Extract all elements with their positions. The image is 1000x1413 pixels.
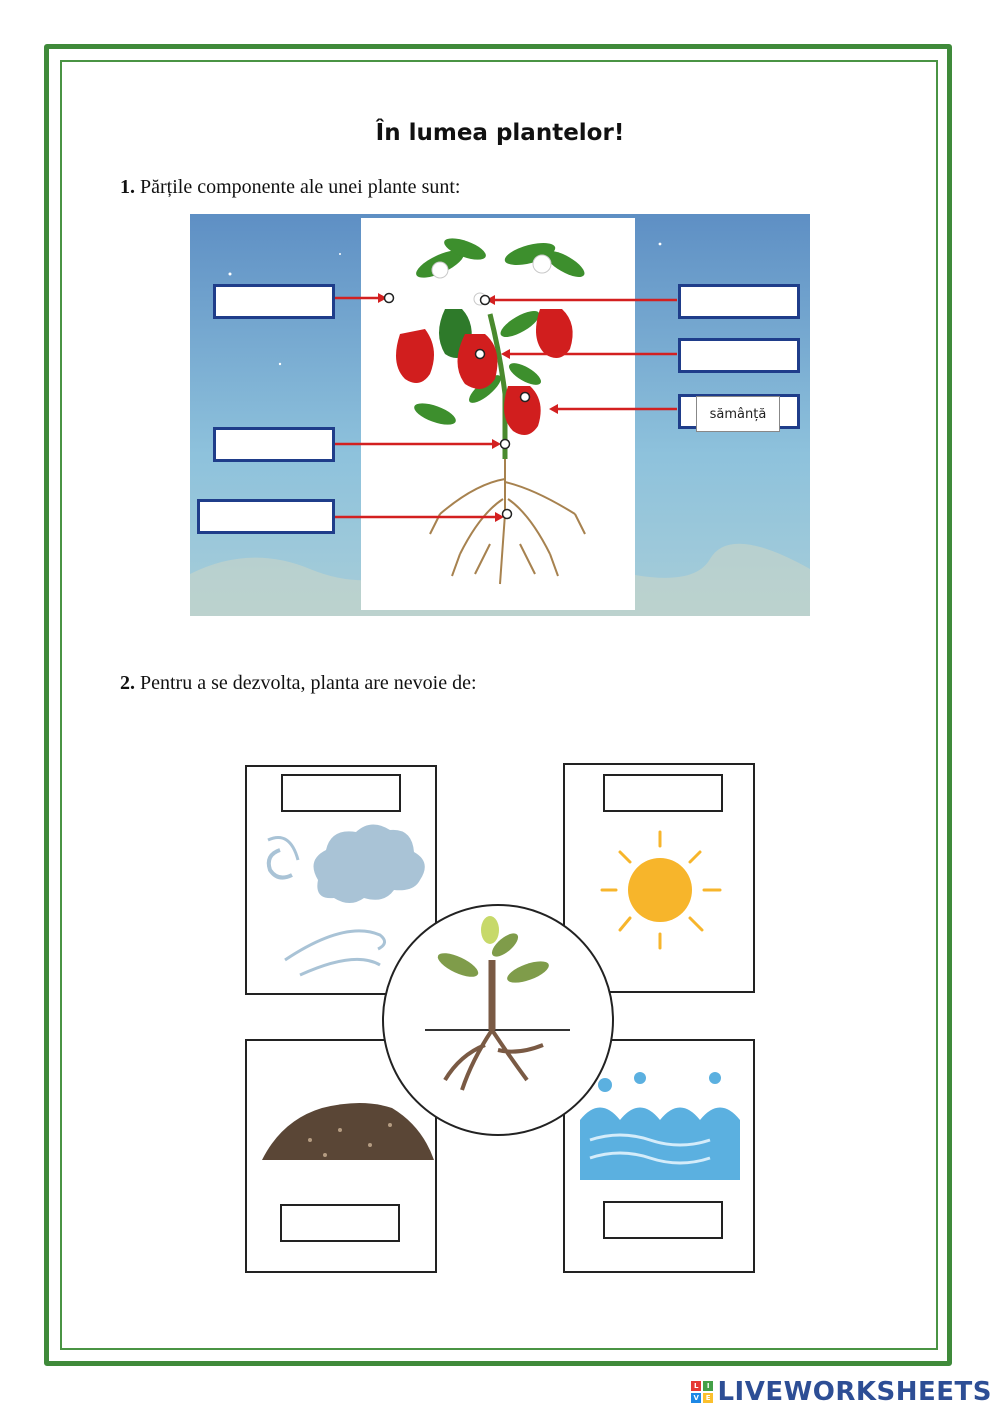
question-2	[120, 672, 477, 695]
center-circle	[383, 905, 613, 1135]
answer-input-flower[interactable]	[216, 287, 332, 316]
answer-box-air[interactable]	[281, 774, 401, 812]
answer-box-stem[interactable]	[213, 427, 335, 462]
answer-box-fruit[interactable]	[678, 338, 800, 373]
liveworksheets-logo-icon: L I V E	[691, 1381, 713, 1403]
question-2-number: 2.	[120, 672, 135, 694]
answer-box-sun[interactable]	[603, 774, 723, 812]
answer-box-flower[interactable]	[213, 284, 335, 319]
answer-box-soil[interactable]	[280, 1204, 400, 1242]
liveworksheets-brand[interactable]	[691, 1377, 992, 1407]
answer-input-root[interactable]	[200, 502, 332, 531]
plant-image-area	[361, 218, 635, 610]
answer-input-air[interactable]	[283, 776, 403, 812]
answer-input-fruit[interactable]	[681, 341, 797, 370]
answer-input-stem[interactable]	[216, 430, 332, 459]
answer-box-leaf[interactable]	[678, 284, 800, 319]
answer-input-soil[interactable]	[282, 1206, 402, 1242]
brand-name: LIVEWORKSHEETS	[717, 1377, 992, 1407]
answer-input-sun[interactable]	[605, 776, 725, 812]
answer-box-root[interactable]	[197, 499, 335, 534]
question-2-text: Pentru a se dezvolta, planta are nevoie de:	[140, 672, 477, 694]
question-1-text: Părțile componente ale unei plante sunt:	[140, 176, 461, 198]
question-1	[120, 176, 460, 199]
answer-box-water[interactable]	[603, 1201, 723, 1239]
question-1-number: 1.	[120, 176, 135, 198]
answer-input-leaf[interactable]	[681, 287, 797, 316]
page-title: În lumea plantelor!	[375, 120, 625, 146]
answer-input-water[interactable]	[605, 1203, 725, 1239]
seed-label[interactable]: sămânță	[696, 396, 780, 432]
